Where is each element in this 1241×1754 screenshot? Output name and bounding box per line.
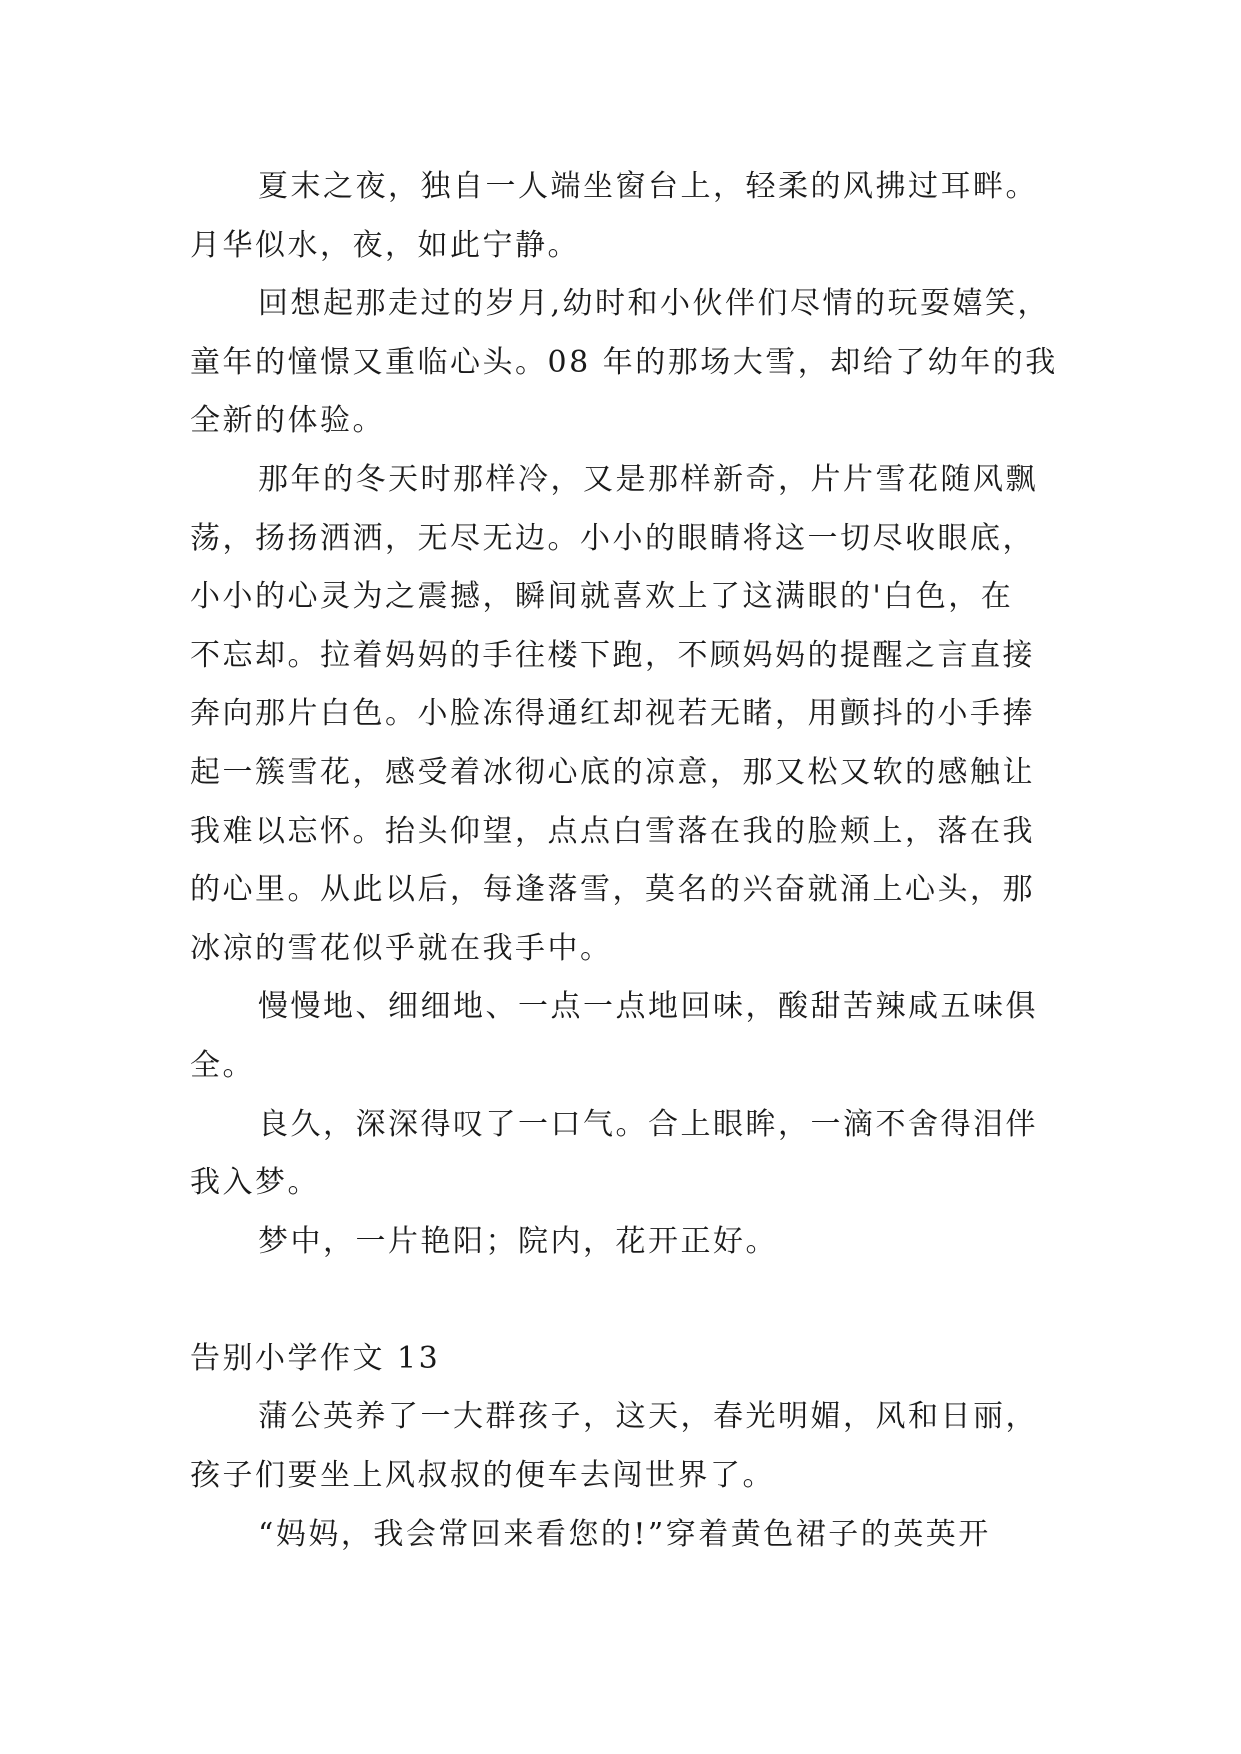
text-line: 童年的憧憬又重临心头。08 年的那场大雪，却给了幼年的我 [190,344,1058,380]
text-line: 我入梦。 [190,1165,320,1201]
text-line: 全新的体验。 [190,403,385,439]
text-line: 夏末之夜，独自一人端坐窗台上，轻柔的风拂过耳畔。 [258,169,1038,204]
text-line: 全。 [190,1047,255,1083]
text-line: 不忘却。拉着妈妈的手往楼下跑，不顾妈妈的提醒之言直接 [190,637,1035,673]
text-line: 冰凉的雪花似乎就在我手中。 [190,930,613,966]
text-line: 起一簇雪花，感受着冰彻心底的凉意，那又松又软的感触让 [190,754,1035,790]
text-line: 小小的心灵为之震撼，瞬间就喜欢上了这满眼的'白色，在 [190,579,1014,615]
text-line: 月华似水，夜，如此宁静。 [190,227,580,263]
paragraph-gap [190,1271,1090,1330]
text-line: 奔向那片白色。小脸冻得通红却视若无睹，用颤抖的小手捧 [190,696,1035,732]
text-line: 我难以忘怀。抬头仰望，点点白雪落在我的脸颊上，落在我 [190,813,1035,849]
text-line: 良久，深深得叹了一口气。合上眼眸，一滴不舍得泪伴 [258,1106,1038,1142]
text-line: 慢慢地、细细地、一点一点地回味，酸甜苦辣咸五味俱 [258,989,1038,1025]
text-line: 的心里。从此以后，每逢落雪，莫名的兴奋就涌上心头，那 [190,872,1035,908]
document-body [190,158,1090,1564]
text-line: 孩子们要坐上风叔叔的便车去闯世界了。 [190,1458,775,1494]
text-line: 回想起那走过的岁月,幼时和小伙伴们尽情的玩耍嬉笑， [258,286,1051,322]
text-line: 梦中，一片艳阳；院内，花开正好。 [258,1223,778,1259]
text-line: 荡，扬扬洒洒，无尽无边。小小的眼睛将这一切尽收眼底， [190,520,1035,556]
text-line: 蒲公英养了一大群孩子，这天，春光明媚，风和日丽， [258,1399,1038,1435]
section-heading: 告别小学作文 13 [190,1340,441,1376]
text-line: 那年的冬天时那样冷，又是那样新奇，片片雪花随风飘 [258,461,1038,497]
text-line: “妈妈，我会常回来看您的!”穿着黄色裙子的英英开 [258,1516,991,1552]
